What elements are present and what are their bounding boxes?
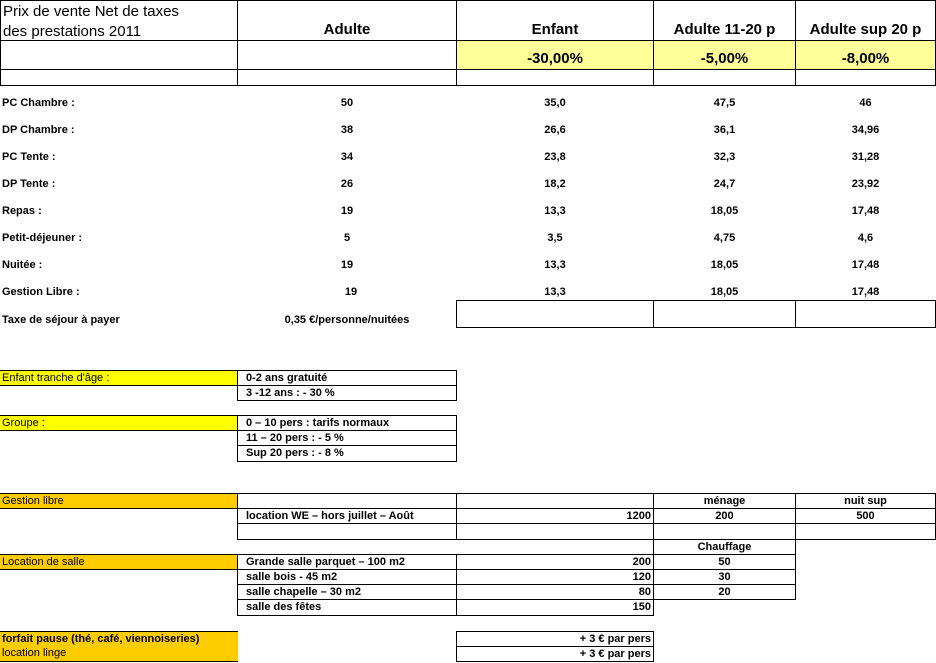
gestion-libre-empty-row: [653, 523, 796, 540]
enfant-tranche-line-1: 0-2 ans gratuité: [237, 370, 457, 386]
salle-name: Grande salle parquet – 100 m2: [237, 554, 457, 570]
enfant-tranche-label: Enfant tranche d'âge :: [0, 370, 238, 386]
salle-price: 80: [456, 584, 654, 600]
row-value-adulte: 19: [340, 204, 354, 217]
row-value-adulte-sup-20: 34,96: [851, 123, 880, 136]
menage-price: 200: [653, 508, 796, 524]
row-value-adulte: 5: [343, 231, 351, 244]
spacer-cell: [237, 69, 457, 86]
row-label: Gestion Libre :: [2, 285, 80, 298]
column-header-adulte-11-20: Adulte 11-20 p: [653, 0, 796, 41]
row-value-enfant: 35,0: [544, 96, 566, 109]
row-value-adulte-11-20: 4,75: [713, 231, 736, 244]
row-label: DP Chambre :: [2, 123, 75, 136]
row-value-enfant: 13,3: [544, 285, 566, 298]
table-title-line1: Prix de vente Net de taxes: [3, 3, 179, 20]
row-value-adulte: 34: [340, 150, 354, 163]
forfait-pause-price: + 3 € par pers: [456, 631, 654, 647]
row-value-adulte: 19: [340, 258, 354, 271]
row-value-enfant: 18,2: [544, 177, 566, 190]
salle-name: salle bois - 45 m2: [237, 569, 457, 585]
gestion-libre-empty-row: [456, 523, 654, 540]
gestion-libre-empty-row: [237, 523, 457, 540]
location-linge-price: + 3 € par pers: [456, 646, 654, 662]
row-value-adulte: 19: [344, 285, 358, 298]
spacer-cell: [0, 69, 238, 86]
row-value-adulte: 38: [340, 123, 354, 136]
row-value-adulte-sup-20: 4,6: [857, 231, 874, 244]
row-value-adulte: 26: [340, 177, 354, 190]
menage-header: ménage: [653, 493, 796, 509]
row-label: PC Tente :: [2, 150, 56, 163]
row-value-enfant: 26,6: [544, 123, 566, 136]
row-value-adulte-11-20: 32,3: [713, 150, 736, 163]
gestion-libre-header-empty: [456, 493, 654, 509]
nuit-sup-header: nuit sup: [795, 493, 936, 509]
discount-row-empty-2: [237, 40, 457, 70]
taxe-empty-cell: [795, 300, 936, 328]
row-value-adulte-sup-20: 31,28: [851, 150, 880, 163]
row-value-adulte-11-20: 18,05: [710, 258, 739, 271]
discount-adulte-sup-20: -8,00%: [795, 40, 936, 70]
groupe-line-2: 11 – 20 pers : - 5 %: [237, 430, 457, 446]
spacer-cell: [795, 69, 936, 86]
salle-price: 200: [456, 554, 654, 570]
row-value-adulte-sup-20: 17,48: [851, 258, 880, 271]
row-label: DP Tente :: [2, 177, 56, 190]
gestion-libre-empty-row: [795, 523, 936, 540]
taxe-label: Taxe de séjour à payer: [2, 313, 120, 326]
table-title: [0, 0, 238, 41]
row-value-adulte-sup-20: 17,48: [851, 285, 880, 298]
row-label: PC Chambre :: [2, 96, 75, 109]
discount-enfant: -30,00%: [456, 40, 654, 70]
location-salle-label: Location de salle: [0, 554, 238, 570]
salle-name: salle chapelle – 30 m2: [237, 584, 457, 600]
salle-chauffage: 50: [653, 554, 796, 570]
row-value-adulte-sup-20: 23,92: [851, 177, 880, 190]
row-value-adulte-11-20: 18,05: [710, 204, 739, 217]
row-value-adulte-11-20: 47,5: [713, 96, 736, 109]
row-value-adulte-sup-20: 46: [859, 96, 872, 109]
table-title-line2: des prestations 2011: [3, 23, 142, 40]
forfait-pause-label: [0, 631, 238, 647]
groupe-line-3: Sup 20 pers : - 8 %: [237, 445, 457, 462]
groupe-line-1: 0 – 10 pers : tarifs normaux: [237, 415, 457, 431]
row-value-adulte-sup-20: 17,48: [851, 204, 880, 217]
taxe-empty-cell: [653, 300, 796, 328]
row-value-adulte-11-20: 36,1: [713, 123, 736, 136]
row-value-enfant: 3,5: [547, 231, 563, 244]
salle-name: salle des fêtes: [237, 599, 457, 616]
enfant-tranche-line-2: 3 -12 ans : - 30 %: [237, 385, 457, 401]
row-value-enfant: 23,8: [544, 150, 566, 163]
taxe-empty-cell: [456, 300, 654, 328]
location-we-price: 1200: [456, 508, 654, 524]
row-value-adulte-11-20: 24,7: [713, 177, 736, 190]
column-header-adulte-sup-20: Adulte sup 20 p: [795, 0, 936, 41]
discount-row-empty-1: [0, 40, 238, 70]
location-we-label: location WE – hors juillet – Août: [237, 508, 457, 524]
row-label: Repas :: [2, 204, 42, 217]
column-header-adulte: Adulte: [237, 0, 457, 41]
row-value-adulte-11-20: 18,05: [710, 285, 739, 298]
nuit-sup-price: 500: [795, 508, 936, 524]
column-header-enfant: Enfant: [456, 0, 654, 41]
chauffage-header: Chauffage: [653, 539, 796, 555]
row-label: Nuitée :: [2, 258, 43, 271]
gestion-libre-header-empty: [237, 493, 457, 509]
location-linge-label: location linge: [0, 646, 238, 662]
spacer-cell: [456, 69, 654, 86]
row-value-adulte: 50: [340, 96, 354, 109]
gestion-libre-label: Gestion libre: [0, 493, 238, 509]
taxe-value: 0,35 €/personne/nuitées: [284, 313, 410, 326]
salle-price: 150: [456, 599, 654, 616]
row-value-enfant: 13,3: [544, 204, 566, 217]
forfait-pause-text: forfait pause (thé, café, viennoiseries): [2, 632, 200, 645]
salle-chauffage: 30: [653, 569, 796, 585]
row-label: Petit-déjeuner :: [2, 231, 83, 244]
spacer-cell: [653, 69, 796, 86]
groupe-label: Groupe :: [0, 415, 238, 431]
discount-adulte-11-20: -5,00%: [653, 40, 796, 70]
salle-price: 120: [456, 569, 654, 585]
salle-chauffage: 20: [653, 584, 796, 600]
row-value-enfant: 13,3: [544, 258, 566, 271]
